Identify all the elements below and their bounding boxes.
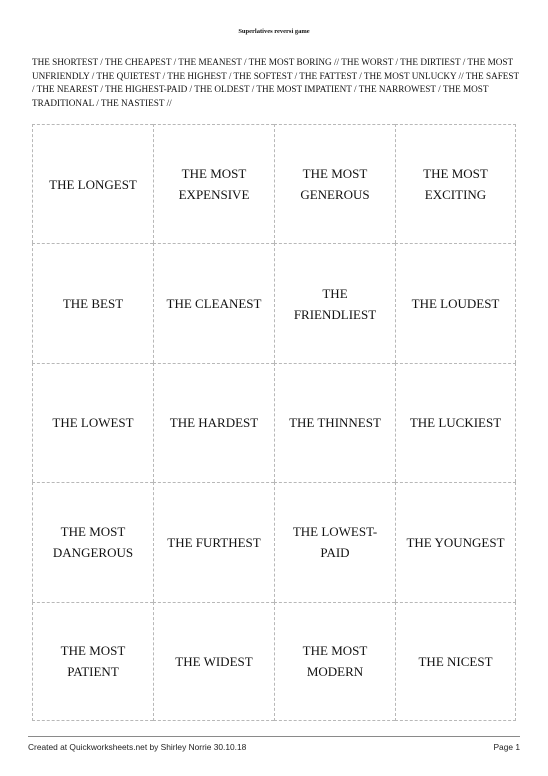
card: THE THINNEST — [274, 363, 395, 482]
page-title: Superlatives reversi game — [238, 28, 310, 35]
card: THE MOST DANGEROUS — [32, 482, 153, 601]
footer-credit: Created at Quickworksheets.net by Shirley Norrie 30.10.18 — [28, 742, 247, 752]
card: THE MOST EXCITING — [395, 124, 516, 243]
card-grid — [32, 124, 516, 721]
card: THE CLEANEST — [153, 243, 274, 362]
card: THE WIDEST — [153, 602, 274, 721]
card: THE BEST — [32, 243, 153, 362]
card: THE MOST GENEROUS — [274, 124, 395, 243]
card: THE MOST MODERN — [274, 602, 395, 721]
card: THE LOWEST — [32, 363, 153, 482]
word-list: THE SHORTEST / THE CHEAPEST / THE MEANEST / THE MOST BORING // THE WORST / THE DIRTIEST / THE MOST UNFRIENDLY / THE QUIETEST / THE HIGHEST / THE SOFTEST / THE FATTEST / THE MOST UNLUCKY // THE SAFEST / THE NEAREST / THE HIGHEST-PAID / THE OLDEST / THE MOST IMPATIENT / THE NARROWEST / THE MOST TRADITIONAL / THE NASTIEST // — [32, 57, 519, 109]
card: THE LOWEST-PAID — [274, 482, 395, 601]
card: THE LOUDEST — [395, 243, 516, 362]
card: THE LONGEST — [32, 124, 153, 243]
footer-divider — [28, 736, 520, 737]
card: THE LUCKIEST — [395, 363, 516, 482]
card: THE HARDEST — [153, 363, 274, 482]
card: THE FRIENDLIEST — [274, 243, 395, 362]
page-number: Page 1 — [493, 742, 520, 752]
card: THE YOUNGEST — [395, 482, 516, 601]
card: THE MOST PATIENT — [32, 602, 153, 721]
card: THE FURTHEST — [153, 482, 274, 601]
card: THE MOST EXPENSIVE — [153, 124, 274, 243]
card: THE NICEST — [395, 602, 516, 721]
